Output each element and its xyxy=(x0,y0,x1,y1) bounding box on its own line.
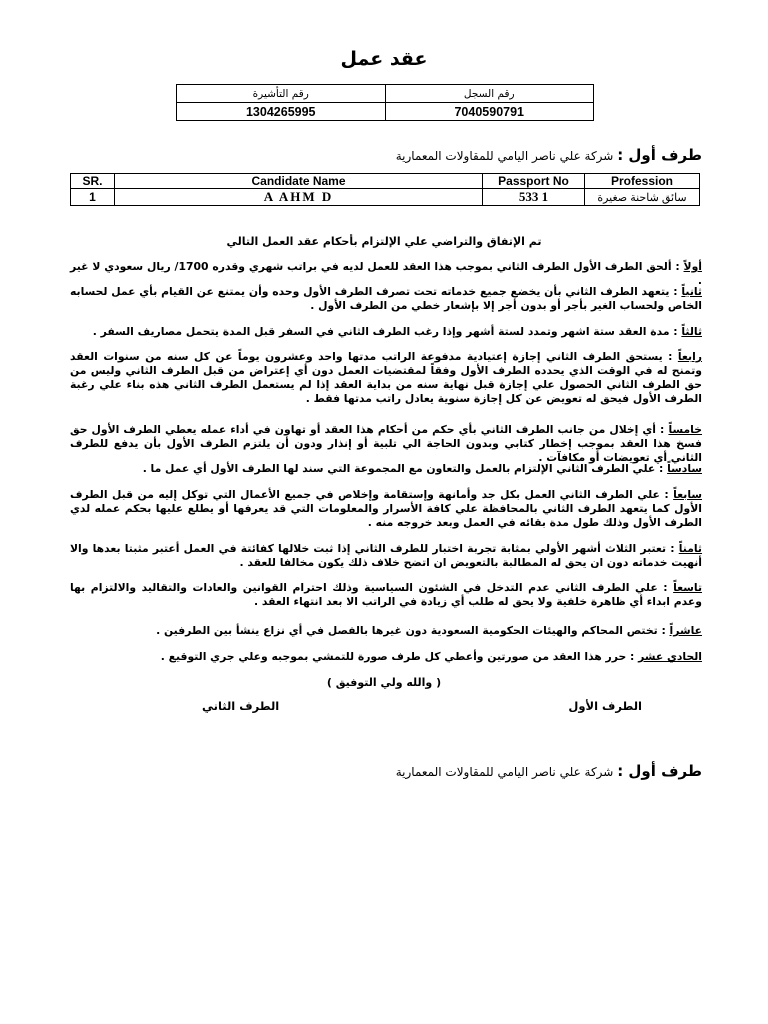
clause-2 xyxy=(70,285,702,313)
clause-label: الحادي عشر xyxy=(638,650,702,663)
first-party-label: طرف أول : xyxy=(617,762,702,780)
clause-4 xyxy=(70,350,702,406)
column-header-profession: Profession xyxy=(585,174,700,189)
clause-text: : حرر هذا العقد من صورتين وأعطي كل طرف صورة للتمشي بموجبه وعلي جري التوقيع . xyxy=(160,650,635,663)
clause-9 xyxy=(70,581,702,609)
clause-text: : علي الطرف الثاني عدم التدخل في الشئون السياسية وذلك احترام القوانين والعادات والتقاليد والالتزام بها وعدم ابداء أي ظاهرة خلفية ولا يحق له طلب أي زيادة في الراتب الا بعد انتهاء العقد . xyxy=(70,581,702,608)
candidate-table xyxy=(70,173,700,206)
clause-text: : علي الطرف الثاني الإلتزام بالعمل والتعاون مع المجموعة التي سند لها الطرف الأول أي عمل ما . xyxy=(142,462,664,475)
first-party-label: طرف أول : xyxy=(617,146,702,164)
clause-label: ثانياً xyxy=(681,285,702,298)
first-party-name: شركة علي ناصر اليامي للمقاولات المعمارية xyxy=(395,149,614,163)
column-header-candidate-name: Candidate Name xyxy=(115,174,483,189)
first-party-line xyxy=(396,146,702,164)
clause-5 xyxy=(70,423,702,465)
clause-3 xyxy=(70,325,702,339)
closing-phrase: ( والله ولي التوفيق ) xyxy=(326,676,442,689)
table-row xyxy=(71,189,700,206)
clause-1 xyxy=(70,260,702,288)
clause-text: : أي إخلال من جانب الطرف الثاني بأي حكم من أحكام هذا العقد أو تهاون في أداء عمله يعطي الطرف الأول حق فسخ هذا العقد بموجب إخطار كتابي وبدون الحاجة الي تلبية أو إنذار ودون أن يلتزم الطرف الأول بأن يدفع للطرف الثاني أي تعويضات أو مكافآت . xyxy=(70,423,702,464)
visa-number-label: رقم التأشيرة xyxy=(177,85,386,103)
clause-text: : يستحق الطرف الثاني إجازة إعتيادية مدفوعة الراتب مدتها واحد وعشرون يوماً عن كل سنه من سنوات العقد وتمنح له في الوقت الذي يحدده الطرف الأول وفقاً لمقتضيات العمل دون أي إعتراض من قبل الطرف الثاني وليس من حق الطرف الثاني الحصول علي إجازة قبل نهاية سنه من بداية العقد إذا لم يستعمل الطرف الثاني هذه بناء علي رغبة الطرف الأول فيحق له تعويض عن كل إجازة سنوية يعادل راتب مدتها فقط . xyxy=(70,350,702,405)
clause-label: ثالثاً xyxy=(681,325,702,338)
agreement-intro: تم الإتفاق والتراضي علي الإلتزام بأحكام عقد العمل التالي xyxy=(226,235,542,248)
record-number-value: 7040590791 xyxy=(385,103,594,121)
clause-label: سادساً xyxy=(667,462,702,475)
document-title: عقد عمل xyxy=(340,48,428,70)
clause-label: خامساً xyxy=(668,423,702,436)
candidate-name: A AHM D xyxy=(115,189,483,206)
column-header-passport: Passport No xyxy=(483,174,585,189)
candidate-table-header xyxy=(71,174,700,189)
first-party-name: شركة علي ناصر اليامي للمقاولات المعمارية xyxy=(395,765,614,779)
clause-10 xyxy=(70,624,702,638)
first-party-line-bottom xyxy=(396,762,702,780)
clause-label: رابعاً xyxy=(677,350,702,363)
clause-text: : تعتبر الثلاث أشهر الأولي بمثابة تجربة اختبار للطرف الثاني إذا ثبت خلالها كفائتة في العمل أعتبر مثبتا بعدها والا أنهيت خدماته دون ان يحق له المطالبة بالتعويض ان اتضح خلاف ذلك يكون مخالفا للعقد . xyxy=(70,542,702,569)
clause-label: ثامناً xyxy=(678,542,702,555)
signature-second-party: الطرف الثاني xyxy=(202,699,280,713)
clause-6 xyxy=(70,462,702,476)
clause-label: أولاً xyxy=(683,260,702,273)
candidate-sr: 1 xyxy=(71,189,115,206)
clause-text: : يتعهد الطرف الثاني بأن يخضع جميع خدماته تحت تصرف الطرف الأول وحده وأن يمتنع عن القيام بأي عمل لحسابه الخاص ولحساب الغير بأجر أو بدون أجر إلا بإشعار خطي من الطرف الأول . xyxy=(70,285,702,312)
clause-7 xyxy=(70,488,702,530)
clause-text: : مدة العقد ستة اشهر وتمدد لستة أشهر وإذا رغب الطرف الثاني في السفر قبل المدة يتحمل مصاريف السفر . xyxy=(92,325,678,338)
record-number-label: رقم السجل xyxy=(385,85,594,103)
clause-text: : تختص المحاكم والهيئات الحكومية السعودية دون غيرها بالفصل في أي نزاع ينشأ بين الطرفين . xyxy=(156,624,666,637)
clause-label: تاسعاً xyxy=(673,581,702,594)
clause-label: سابعاً xyxy=(673,488,702,501)
candidate-profession: سائق شاحنة صغيرة xyxy=(585,189,700,206)
clause-11 xyxy=(70,650,702,664)
column-header-sr: SR. xyxy=(71,174,115,189)
clause-text: : ألحق الطرف الأول الطرف الثاني بموجب هذا العقد للعمل لديه في براتب شهري وقدره 1700/ ريال سعودي لا غير . xyxy=(70,260,702,287)
signature-first-party: الطرف الأول xyxy=(568,699,642,713)
clause-label: عاشراً xyxy=(669,624,702,637)
clause-8 xyxy=(70,542,702,570)
clause-text: : علي الطرف الثاني العمل بكل جد وأمانهة وإستقامة وإخلاص في جميع الأعمال التي توكل إليه من قبل الطرف الأول كما يتعهد الطرف الثاني بالمحافظة علي كافة الأسرار والمعلومات التي قد يعرفها أو يطلع عليها بحكم عمله لدي الطرف الأول وذلك طول مدة بقائه في العمل وبعد خروجه منه . xyxy=(70,488,702,529)
visa-number-value: 1304265995 xyxy=(177,103,386,121)
registration-table xyxy=(176,84,594,121)
candidate-passport: 533 1 xyxy=(483,189,585,206)
